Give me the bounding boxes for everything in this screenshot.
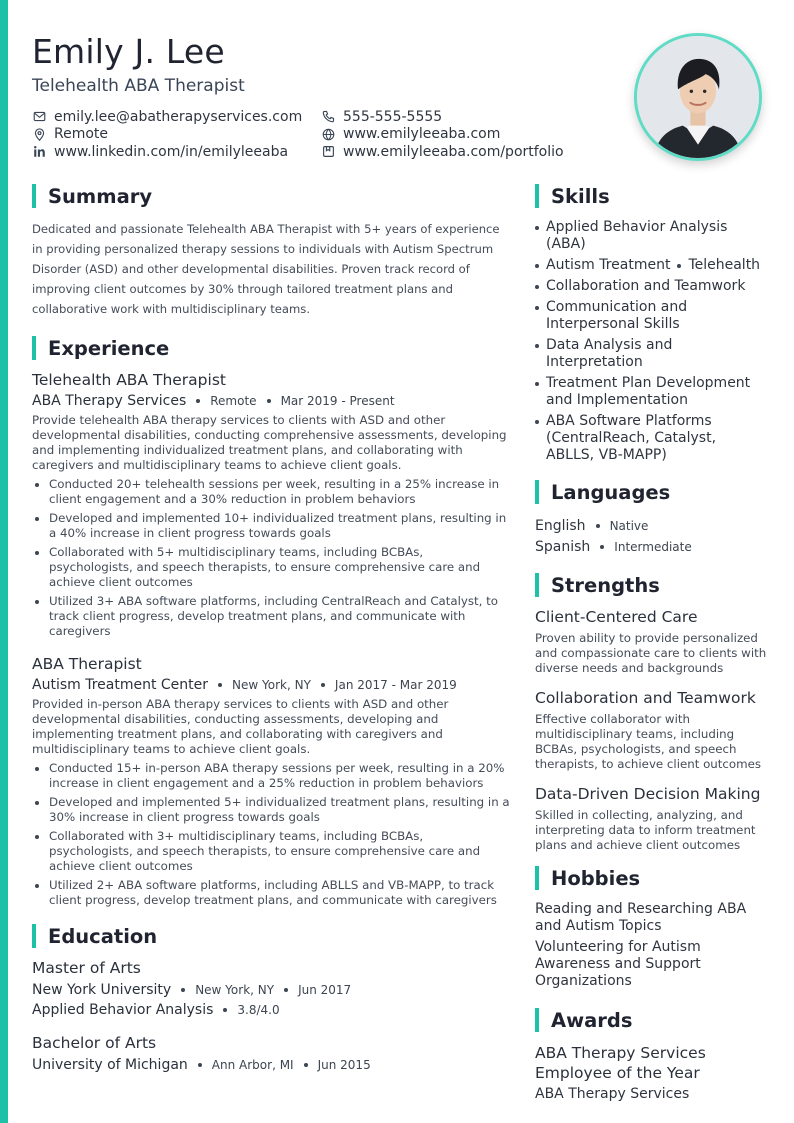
hobbies-heading-text: Hobbies xyxy=(551,866,641,890)
education-meta xyxy=(32,1057,510,1073)
education-entry xyxy=(32,959,510,1018)
job-entry xyxy=(32,371,510,639)
portfolio-icon xyxy=(321,145,335,159)
strength-description: Skilled in collecting, analyzing, and interpreting data to inform treatment plans and achieve client outcomes xyxy=(535,808,756,852)
skills-list xyxy=(535,219,767,464)
heading-accent xyxy=(535,866,539,890)
separator-dot xyxy=(267,399,271,403)
achievement-item: Utilized 2+ ABA software platforms, including ABLLS and VB-MAPP, to track client progress, develop treatment plans, and communicate with caregivers xyxy=(32,878,510,908)
left-column xyxy=(32,184,510,1089)
separator-dot xyxy=(196,399,200,403)
language-level: Native xyxy=(609,518,649,533)
candidate-role: Telehealth ABA Therapist xyxy=(32,76,245,96)
summary-heading xyxy=(32,184,510,208)
separator-dot xyxy=(321,683,325,687)
job-dates: Mar 2019 - Present xyxy=(280,394,395,408)
field-of-study: Applied Behavior Analysis xyxy=(32,1002,214,1018)
heading-accent xyxy=(535,1008,539,1032)
skill-item: Communication and Interpersonal Skills xyxy=(535,299,767,333)
heading-accent xyxy=(32,924,36,948)
strength-title: Collaboration and Teamwork xyxy=(535,689,756,707)
phone-icon xyxy=(321,110,335,124)
languages-section xyxy=(535,480,767,557)
skill-item: Telehealth xyxy=(688,257,761,273)
job-title: ABA Therapist xyxy=(32,655,142,673)
achievement-item: Collaborated with 3+ multidisciplinary teams, including BCBAs, psychologists, and speech therapists, to ensure comprehensive care and achieve client outcomes xyxy=(32,829,510,874)
degree-title: Bachelor of Arts xyxy=(32,1034,157,1052)
language-level: Intermediate xyxy=(614,539,692,554)
job-description: Provided in-person ABA therapy services to clients with ASD and other developmental disabilities, conducting assessments, developing and implementing treatment plans, and collaborating with caregivers and multidisciplinary teams to achieve client goals. xyxy=(32,697,449,756)
contact-location-text: Remote xyxy=(54,126,109,143)
separator-dot xyxy=(198,1063,202,1067)
strength-title: Client-Centered Care xyxy=(535,608,698,626)
achievement-item: Collaborated with 5+ multidisciplinary teams, including BCBAs, psychologists, and speech therapists, to ensure comprehensive care and achieve client outcomes xyxy=(32,545,510,590)
skill-item: Treatment Plan Development and Implementation xyxy=(535,375,767,409)
hobby-item: Reading and Researching ABA and Autism Topics xyxy=(535,901,747,934)
education-heading-text: Education xyxy=(48,924,158,948)
profile-photo xyxy=(634,33,762,161)
award-title: ABA Therapy Services Employee of the Year xyxy=(535,1044,706,1082)
education-field-row xyxy=(32,1002,510,1018)
job-company: ABA Therapy Services xyxy=(32,393,187,409)
heading-accent xyxy=(32,336,36,360)
separator-dot xyxy=(218,683,222,687)
accent-bar xyxy=(0,0,8,1123)
achievement-item: Conducted 20+ telehealth sessions per week, resulting in a 25% increase in client engagement and a 30% reduction in problem behaviors xyxy=(32,477,510,507)
job-achievements xyxy=(32,761,510,908)
awards-heading-text: Awards xyxy=(551,1008,633,1032)
separator-dot xyxy=(304,1063,308,1067)
contact-phone-text: 555-555-5555 xyxy=(343,108,443,125)
strengths-heading xyxy=(535,573,767,597)
school-location: Ann Arbor, MI xyxy=(211,1058,294,1072)
summary-heading-text: Summary xyxy=(48,184,153,208)
skill-item: Autism Treatment xyxy=(546,257,671,273)
summary-text: Dedicated and passionate Telehealth ABA Therapist with 5+ years of experience in providing personalized therapy sessions to individuals with Autism Spectrum Disorder (ASD) and other developmental disabilities. Proven track record of improving client outcomes by 30% through tailored treatment plans and collaborative work with multidisciplinary teams. xyxy=(32,222,500,316)
gpa: 3.8/4.0 xyxy=(237,1003,280,1017)
candidate-name: Emily J. Lee xyxy=(32,32,225,71)
job-meta xyxy=(32,677,510,693)
job-achievements xyxy=(32,477,510,639)
hobby-item: Volunteering for Autism Awareness and Support Organizations xyxy=(535,939,701,989)
school-name: New York University xyxy=(32,982,172,998)
skill-item-pair xyxy=(535,257,767,274)
hobbies-section xyxy=(535,866,767,990)
education-section xyxy=(32,924,510,1073)
job-entry xyxy=(32,655,510,908)
strength-description: Effective collaborator with multidisciplinary teams, including BCBAs, psychologists, and speech therapists, to achieve client outcomes xyxy=(535,712,762,771)
summary-section xyxy=(32,184,510,319)
job-company: Autism Treatment Center xyxy=(32,677,209,693)
contact-linkedin[interactable] xyxy=(32,143,302,161)
job-dates: Jan 2017 - Mar 2019 xyxy=(334,678,457,692)
hobbies-heading xyxy=(535,866,767,890)
achievement-item: Developed and implemented 10+ individualized treatment plans, resulting in a 40% increase in client progress towards goals xyxy=(32,511,510,541)
language-item xyxy=(535,515,767,536)
graduation-date: Jun 2015 xyxy=(317,1058,371,1072)
education-meta xyxy=(32,982,510,998)
job-location: Remote xyxy=(210,394,257,408)
globe-icon xyxy=(321,127,335,141)
experience-section xyxy=(32,336,510,908)
job-location: New York, NY xyxy=(232,678,311,692)
language-name: English xyxy=(535,517,586,534)
location-icon xyxy=(32,127,46,141)
strength-description: Proven ability to provide personalized and compassionate care to clients with diverse needs and backgrounds xyxy=(535,631,767,675)
school-name: University of Michigan xyxy=(32,1057,188,1073)
strengths-section xyxy=(535,573,767,853)
skills-heading xyxy=(535,184,767,208)
achievement-item: Developed and implemented 5+ individualized treatment plans, resulting in a 30% increase in client progress towards goals xyxy=(32,795,510,825)
awards-heading xyxy=(535,1008,767,1032)
contact-list-left xyxy=(32,108,302,161)
job-title: Telehealth ABA Therapist xyxy=(32,371,226,389)
heading-accent xyxy=(535,480,539,504)
separator-dot xyxy=(600,545,604,549)
experience-heading xyxy=(32,336,510,360)
languages-heading-text: Languages xyxy=(551,480,671,504)
separator-dot xyxy=(284,988,288,992)
contact-website[interactable] xyxy=(321,126,564,144)
heading-accent xyxy=(32,184,36,208)
strength-item xyxy=(535,689,767,772)
school-location: New York, NY xyxy=(195,983,275,997)
skill-item: ABA Software Platforms (CentralReach, Catalyst, ABLLS, VB-MAPP) xyxy=(535,413,767,464)
experience-heading-text: Experience xyxy=(48,336,170,360)
education-entry xyxy=(32,1034,510,1073)
separator-dot xyxy=(181,988,185,992)
strength-item xyxy=(535,608,767,676)
skill-item: Data Analysis and Interpretation xyxy=(535,337,767,371)
contact-linkedin-text: www.linkedin.com/in/emilyleeaba xyxy=(54,143,289,160)
strengths-heading-text: Strengths xyxy=(551,573,660,597)
skill-item: Collaboration and Teamwork xyxy=(535,278,767,295)
skill-item: Applied Behavior Analysis (ABA) xyxy=(535,219,767,253)
achievement-item: Conducted 15+ in-person ABA therapy sessions per week, resulting in a 20% increase in client engagement and a 25% reduction in problem behaviors xyxy=(32,761,510,791)
degree-title: Master of Arts xyxy=(32,959,141,977)
profile-photo-image xyxy=(637,36,759,158)
award-organization: ABA Therapy Services xyxy=(535,1086,690,1102)
job-description: Provide telehealth ABA therapy services to clients with ASD and other developmental disabilities, conducting comprehensive assessments, developing and implementing individualized treatment plans, and collaborating with caregivers and multidisciplinary teams to achieve client goals. xyxy=(32,413,507,472)
right-column xyxy=(535,184,767,1102)
strength-item xyxy=(535,785,767,853)
languages-heading xyxy=(535,480,767,504)
contact-email-text: emily.lee@abatherapyservices.com xyxy=(54,108,303,125)
heading-accent xyxy=(535,573,539,597)
skills-heading-text: Skills xyxy=(551,184,610,208)
contact-portfolio[interactable] xyxy=(321,143,564,161)
contact-phone[interactable] xyxy=(321,108,564,126)
job-meta xyxy=(32,393,510,409)
separator-dot xyxy=(223,1008,227,1012)
email-icon xyxy=(32,110,46,124)
awards-section xyxy=(535,1008,767,1102)
contact-website-text: www.emilyleeaba.com xyxy=(343,126,501,143)
achievement-item: Utilized 3+ ABA software platforms, including CentralReach and Catalyst, to track client progress, develop treatment plans, and communicate with caregivers xyxy=(32,594,510,639)
contact-list-right xyxy=(321,108,564,161)
contact-email[interactable] xyxy=(32,108,302,126)
contact-portfolio-text: www.emilyleeaba.com/portfolio xyxy=(343,143,564,160)
separator-dot xyxy=(596,524,600,528)
linkedin-icon xyxy=(32,145,46,159)
skills-section xyxy=(535,184,767,464)
contact-location xyxy=(32,126,302,144)
language-name: Spanish xyxy=(535,538,591,555)
education-heading xyxy=(32,924,510,948)
graduation-date: Jun 2017 xyxy=(298,983,352,997)
heading-accent xyxy=(535,184,539,208)
strength-title: Data-Driven Decision Making xyxy=(535,785,761,803)
language-item xyxy=(535,536,767,557)
